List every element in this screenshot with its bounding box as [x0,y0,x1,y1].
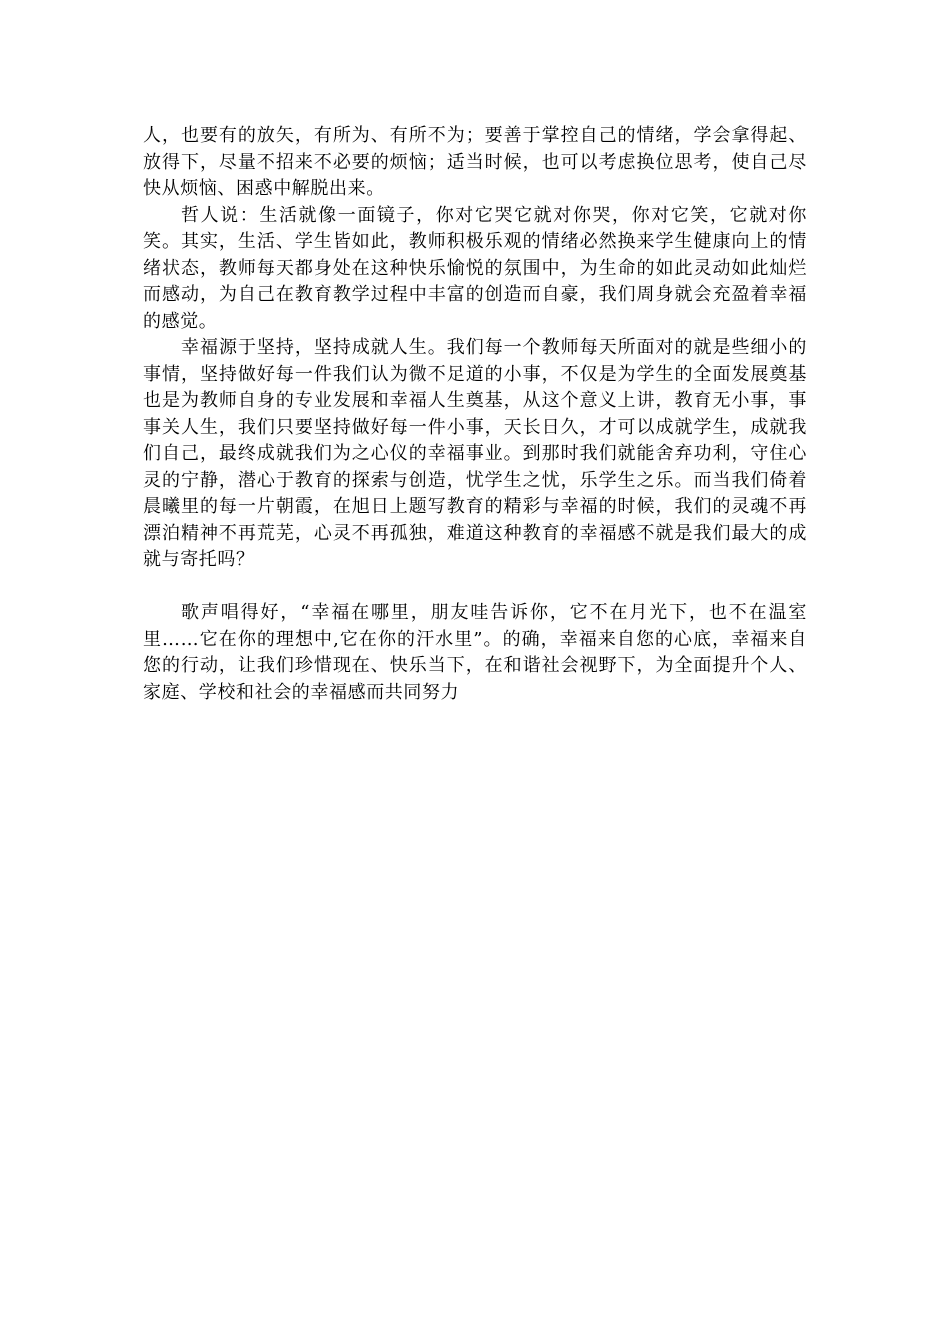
document-body [143,123,807,706]
paragraph-song: 歌声唱得好，“幸福在哪里，朋友哇告诉你，它不在月光下，也不在温室里……它在你的理想中,它在你的汗水里”。的确，幸福来自您的心底，幸福来自您的行动，让我们珍惜现在、快乐当下，在和谐社会视野下，为全面提升个人、家庭、学校和社会的幸福感而共同努力 [143,602,807,703]
paragraph-continuation: 人，也要有的放矢，有所为、有所不为；要善于掌控自己的情绪，学会拿得起、放得下，尽量不招来不必要的烦恼；适当时候，也可以考虑换位思考，使自己尽快从烦恼、困惑中解脱出来。 [143,125,807,199]
blank-line [143,574,807,601]
paragraph-philosopher: 哲人说：生活就像一面镜子，你对它哭它就对你哭，你对它笑，它就对你笑。其实，生活、学生皆如此，教师积极乐观的情绪必然换来学生健康向上的情绪状态，教师每天都身处在这种快乐愉悦的氛围中，为生命的如此灵动如此灿烂而感动，为自己在教育教学过程中丰富的创造而自豪，我们周身就会充盈着幸福的感觉。 [143,204,807,332]
paragraph-persistence: 幸福源于坚持，坚持成就人生。我们每一个教师每天所面对的就是些细小的事情，坚持做好每一件我们认为微不足道的小事，不仅是为学生的全面发展奠基也是为教师自身的专业发展和幸福人生奠基，从这个意义上讲，教育无小事，事事关人生，我们只要坚持做好每一件小事，天长日久，才可以成就学生，成就我们自己，最终成就我们为之心仪的幸福事业。到那时我们就能舍弃功利，守住心灵的宁静，潜心于教育的探索与创造，忧学生之忧，乐学生之乐。而当我们倚着晨曦里的每一片朝霞，在旭日上题写教育的精彩与幸福的时候，我们的灵魂不再漂泊精神不再荒芜，心灵不再孤独，难道这种教育的幸福感不就是我们最大的成就与寄托吗？ [143,337,807,570]
